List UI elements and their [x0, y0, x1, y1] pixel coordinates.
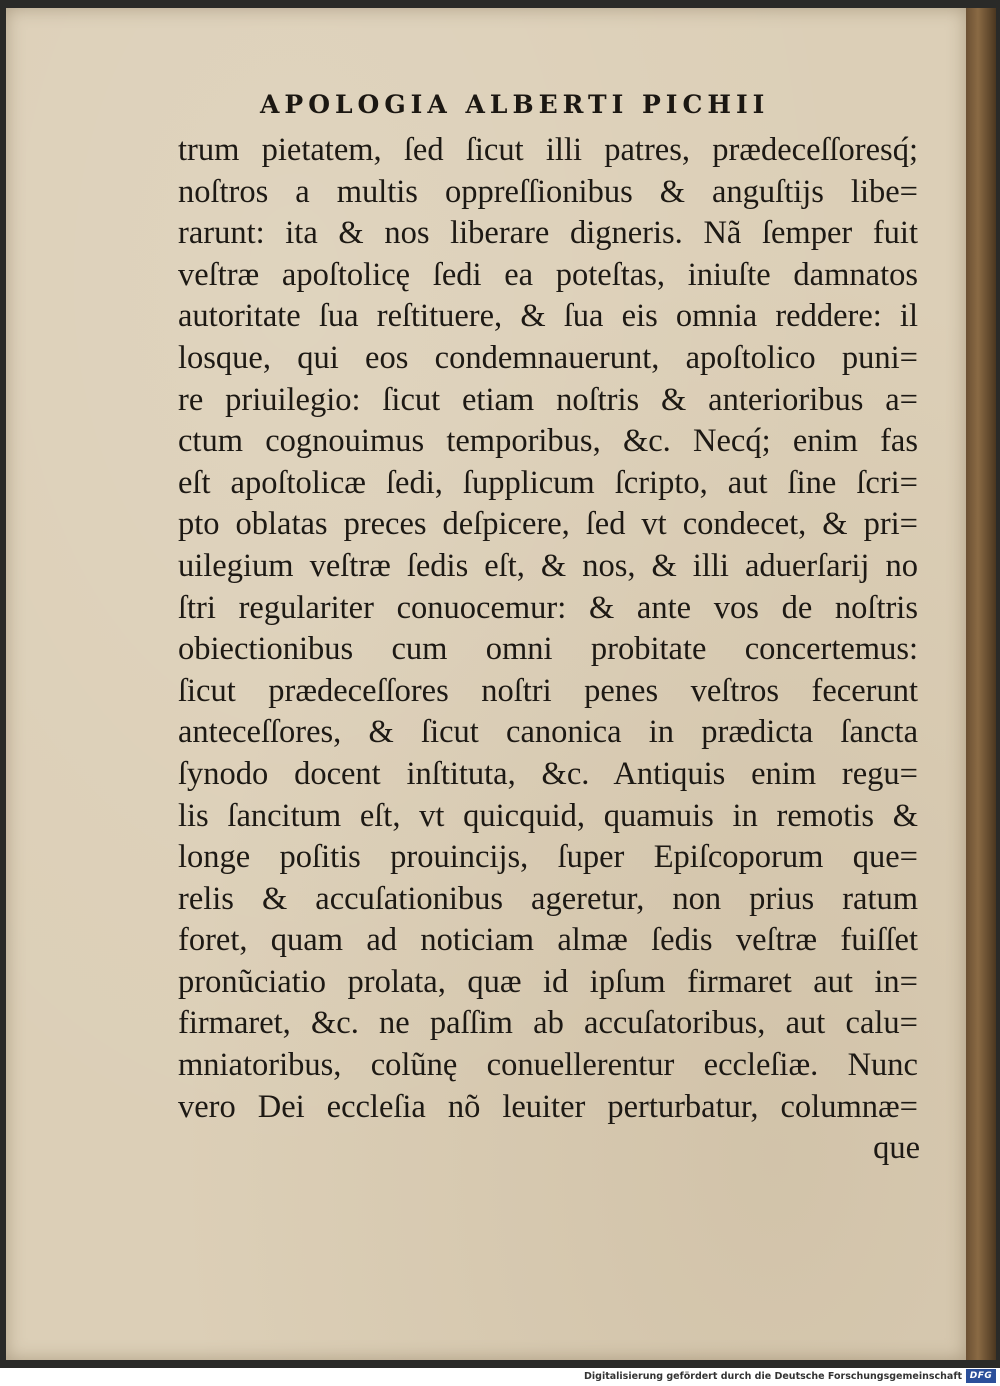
text-line: ſtri regulariter conuocemur: & ante vos de noſtris: [178, 589, 918, 626]
text-line: mniatoribus, colũnę conuellerentur eccleſiæ. Nunc: [178, 1047, 918, 1084]
dfg-logo-icon: DFG: [966, 1369, 996, 1383]
text-line: pto oblatas preces deſpicere, ſed vt condecet, & pri=: [178, 506, 918, 543]
text-line: firmaret, &c. ne paſſim ab accuſatoribus, aut calu=: [178, 1005, 918, 1042]
catchword: que: [873, 1130, 920, 1166]
text-line: ctum cognouimus temporibus, &c. Necq́; enim fas: [178, 423, 918, 460]
text-line: vero Dei eccleſia nõ leuiter perturbatur, columnæ=: [178, 1088, 918, 1125]
text-line: longe poſitis prouincijs, ſuper Epiſcoporum que=: [178, 839, 918, 876]
text-line: pronũciatio prolata, quæ id ipſum firmaret aut in=: [178, 963, 918, 1000]
text-line: relis & accuſationibus ageretur, non prius ratum: [178, 880, 918, 917]
text-line: eſt apoſtolicæ ſedi, ſupplicum ſcripto, aut ſine ſcri=: [178, 464, 918, 501]
text-line: losque, qui eos condemnauerunt, apoſtolico puni=: [178, 339, 918, 376]
text-line: veſtræ apoſtolicę ſedi ea poteſtas, iniuſte damnatos: [178, 256, 918, 293]
text-line: re priuilegio: ſicut etiam noſtris & anterioribus a=: [178, 381, 918, 418]
text-line: ſynodo docent inſtituta, &c. Antiquis enim regu=: [178, 755, 918, 792]
text-line: trum pietatem, ſed ſicut illi patres, prædeceſſoresq́;: [178, 132, 918, 168]
running-head: APOLOGIA ALBERTI PICHII: [260, 90, 770, 119]
text-line: noſtros a multis oppreſſionibus & anguſtijs libe=: [178, 173, 918, 210]
text-line: ſicut prædeceſſores noſtri penes veſtros fecerunt: [178, 672, 918, 709]
text-line: lis ſancitum eſt, vt quicquid, quamuis in remotis &: [178, 797, 918, 834]
text-line: rarunt: ita & nos liberare digneris. Nã ſemper fuit: [178, 215, 918, 252]
text-line: uilegium veſtræ ſedis eſt, & nos, & illi aduerſarij no: [178, 547, 918, 584]
page-edge: [966, 8, 996, 1360]
text-line: obiectionibus cum omni probitate concertemus:: [178, 631, 918, 668]
funding-credit: Digitalisierung gefördert durch die Deutsche Forschungsgemeinschaft: [584, 1371, 962, 1382]
text-line: foret, quam ad noticiam almæ ſedis veſtræ fuiſſet: [178, 922, 918, 959]
text-block: [178, 130, 918, 1128]
text-line: autoritate ſua reſtituere, & ſua eis omnia reddere: il: [178, 298, 918, 335]
text-line: anteceſſores, & ſicut canonica in prædicta ſancta: [178, 714, 918, 751]
